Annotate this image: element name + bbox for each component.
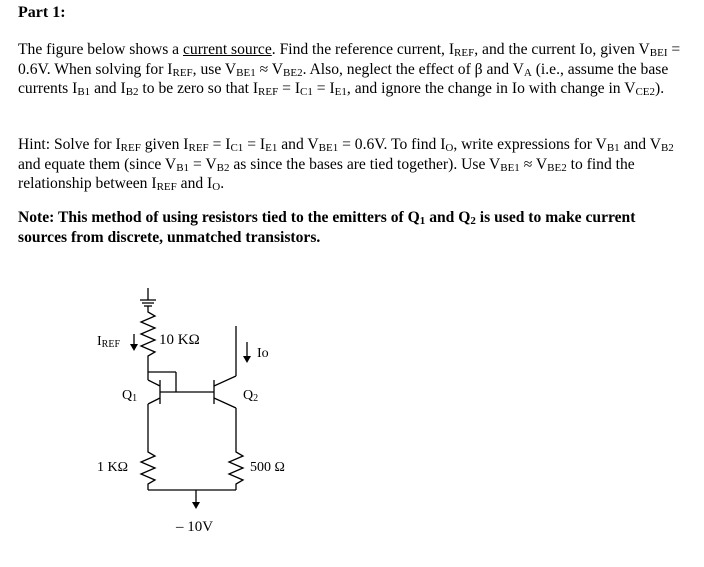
- transistor-q1: [148, 380, 160, 404]
- supply-label: – 10V: [176, 519, 214, 535]
- resistor-10k-label: 10 KΩ: [159, 332, 200, 348]
- resistor-1k: [141, 448, 155, 490]
- resistor-1k-label: 1 KΩ: [97, 460, 129, 475]
- q2-label: Q2: [243, 388, 259, 404]
- note-paragraph: Note: This method of using resistors tied to the emitters of $Q_1$ and $Q_2$ is used to make current sources from discrete, unmatched transistors.: [18, 209, 636, 246]
- resistor-10k: [141, 306, 155, 366]
- io-label: Io: [257, 346, 269, 361]
- problem-statement: The figure below shows a current source. Find the reference current, $I_{REF}$, and the current Io, given $V_{BEI} = 0.6V$. When solving for $I_{REF}$, use $V_{BE1} \approx V_{BE2}$. Also, neglect the effect of β and $V_A$ (i.e., assume the base currents $I_{B1}$ and $I_{B2}$ to be zero so that $I_{REF} = I_{C1} = I_{E1}$, and ignore the change in Io with change in $V_{CE2}$).: [18, 41, 681, 98]
- current-source-link[interactable]: current source: [183, 41, 272, 58]
- ground-symbol: [140, 288, 156, 306]
- resistor-500-label: 500 Ω: [250, 460, 285, 475]
- page-heading: Part 1:: [18, 4, 66, 21]
- transistor-q2: [214, 376, 236, 408]
- hint-paragraph: Hint: Solve for $I_{REF}$ given $I_{REF} = I_{C1} = I_{E1}$ and $V_{BE1} = 0.6V$. To find $I_O$, write expressions for $V_{B1}$ and $V_{B2}$ and equate them (since $V_{B1} = V_{B2}$ as since the bases are tied together). Use $V_{BE1} \approx V_{BE2}$ to find the relationship between $I_{REF}$ and $I_O$.: [18, 136, 674, 193]
- resistor-500: [229, 448, 243, 490]
- q1-label: Q1: [122, 388, 138, 404]
- iref-label: IREF: [97, 334, 121, 350]
